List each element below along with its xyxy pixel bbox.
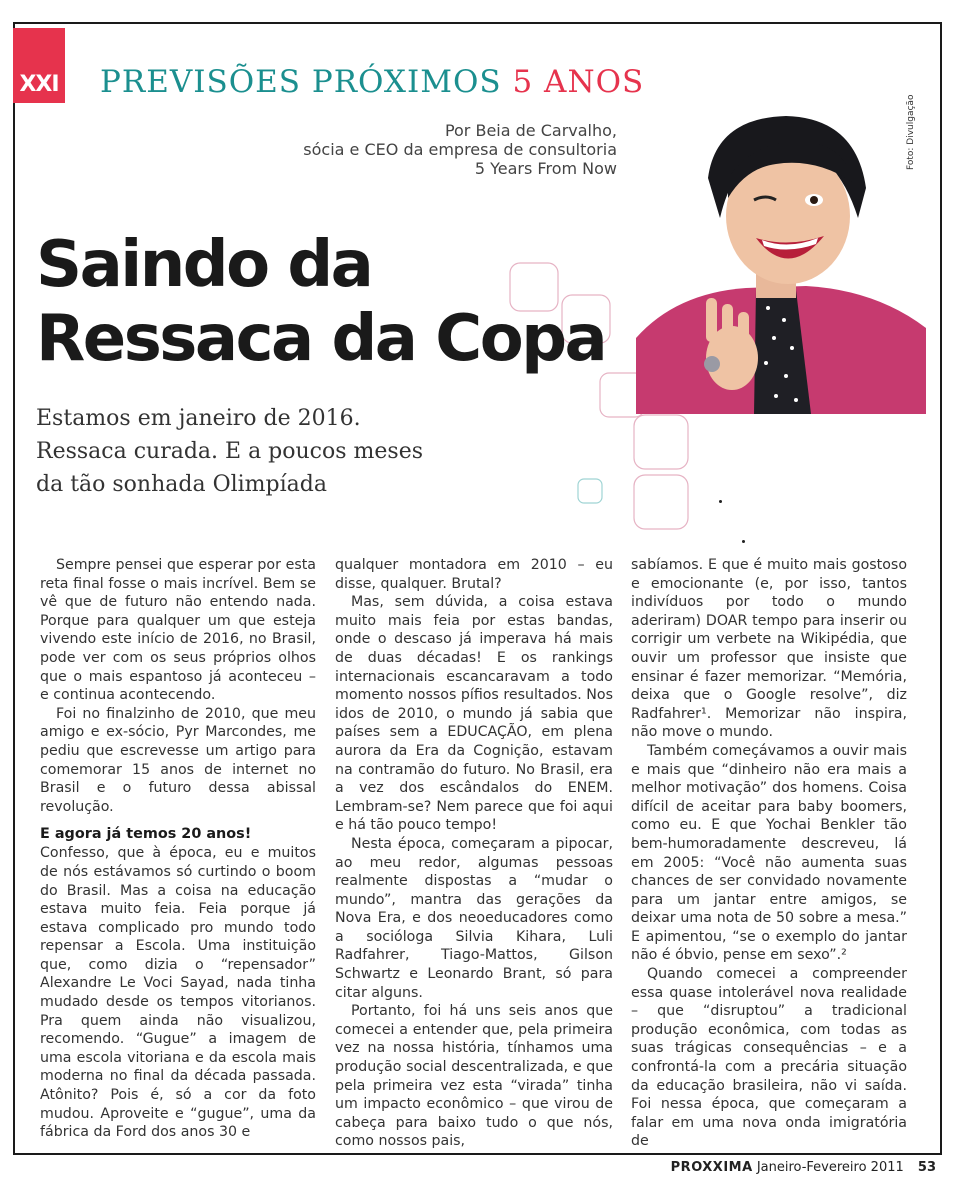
article-column-1 — [40, 556, 316, 1142]
section-title-highlight: 5 ANOS — [512, 64, 645, 100]
byline-line-1: Por Beia de Carvalho, — [444, 121, 617, 140]
headline-line-1: Saindo da — [36, 228, 372, 302]
subheadline-line-2: Ressaca curada. E a poucos meses — [36, 439, 424, 464]
page-footer — [671, 1160, 936, 1175]
section-title — [100, 64, 644, 100]
subheadline-line-3: da tão sonhada Olimpíada — [36, 472, 327, 497]
headline-line-2: Ressaca da Copa — [36, 302, 606, 376]
paragraph: Também começávamos a ouvir mais e mais que “dinheiro não era mais a melhor motivação” dos homens. Coisa difícil de aceitar para baby boomers, como eu. E que Yochai Benkler tão bem-humoradamente descreveu, lá em 2005: “Você não aumenta suas chances de ser convidado novamente para um jantar entre amigos, se deixar uma nota de 50 sobre a mesa.” E apimentou, “se o exemplo do jantar não é óbvio, pense em sexo”.² — [631, 742, 907, 964]
byline — [303, 121, 617, 178]
article-column-2 — [335, 556, 613, 1151]
paragraph: Foi no finalzinho de 2010, que meu amigo e ex-sócio, Pyr Marcondes, me pediu que escrevesse um artigo para comemorar 15 anos de internet no Brasil e o futuro dessa abissal revolução. — [40, 705, 316, 815]
paragraph: Mas, sem dúvida, a coisa estava muito mais feia por estas bandas, onde o descaso já imperava há mais de duas décadas! E os rankings internacionais escancaravam a todo momento nossos pífios resultados. Nos idos de 2010, o mundo já sabia que países sem a EDUCAÇÃO, em plena aurora da Era da Cognição, estavam na contramão do futuro. No Brasil, era a vez dos escândalos do ENEM. Lembram-se? Nem parece que foi aqui e há tão pouco tempo! — [335, 594, 613, 834]
article-column-3 — [631, 556, 907, 1151]
page-number: 53 — [917, 1160, 936, 1175]
author-photo — [636, 108, 926, 414]
byline-line-3: 5 Years From Now — [474, 159, 617, 178]
paragraph: qualquer montadora em 2010 – eu disse, qualquer. Brutal? — [335, 557, 613, 592]
paragraph: Nesta época, começaram a pipocar, ao meu redor, algumas pessoas realmente dispostas a “mudar o mundo”, mantra das gerações da Nova Era, e dos neoeducadores como a socióloga Silvia Kihara, Luli Radfahrer, Tiago-Mattos, Gilson Schwartz e Leonardo Brant, só para citar alguns. — [335, 835, 613, 1001]
paragraph: Sempre pensei que esperar por esta reta final fosse o mais incrível. Bem se vê que de futuro não entendo nada. Porque para qualquer um que esteja vivendo este início de 2016, no Brasil, pode ver com os seus próprios olhos que o mais espantoso já aconteceu – e continua acontecendo. — [40, 557, 316, 704]
byline-line-2: sócia e CEO da empresa de consultoria — [303, 140, 617, 159]
decorative-dot — [742, 540, 745, 543]
section-logo-text: XXI — [19, 72, 59, 97]
headline — [36, 228, 605, 376]
section-title-main: PREVISÕES PRÓXIMOS — [100, 64, 502, 100]
footer-issue: Janeiro-Fevereiro 2011 — [756, 1160, 904, 1175]
footer-brand: PROXXIMA — [670, 1160, 753, 1175]
paragraph: Confesso, que à época, eu e muitos de nós estávamos só curtindo o boom do Brasil. Mas a coisa na educação estava muito feia. Feia porque já estava complicado pro mundo todo repensar a Escola. Uma instituição que, como dizia o “repensador” Alexandre Le Voci Sayad, nada tinha mudado desde os tempos vitorianos. Pra quem ainda não visualizou, recomendo. “Gugue” a imagem de uma escola vitoriana e da escola mais moderna no final da década passada. Atônito? Pois é, só a cor da foto mudou. Aproveite e “gugue”, uma da fábrica da Ford dos anos 30 e — [40, 845, 316, 1141]
section-logo — [13, 28, 65, 103]
photo-credit: Foto: Divulgação — [906, 94, 916, 170]
paragraph: Portanto, foi há uns seis anos que comecei a entender que, pela primeira vez na nossa história, tínhamos uma produção social descentralizada, e que pela primeira vez esta “virada” tinha um impacto econômico – que virou de cabeça para baixo tudo o que nós, como nossos pais, — [335, 1003, 613, 1150]
subheadline-line-1: Estamos em janeiro de 2016. — [36, 406, 361, 431]
paragraph: sabíamos. E que é muito mais gostoso e emocionante (e, por isso, tantos indivíduos por todo o mundo aderiram) DOAR tempo para inserir ou corrigir um verbete na Wikipédia, que ouvir um professor que insiste que ensinar é fazer memorizar. “Memória, deixa que o Google resolve”, diz Radfahrer¹. Memorizar não inspira, não move o mundo. — [631, 557, 907, 741]
article-subheading: E agora já temos 20 anos! — [40, 826, 252, 843]
paragraph: Quando comecei a compreender essa quase intolerável nova realidade – que “disruptou” a tradicional produção econômica, com todas as suas trágicas consequências – e a confrontá-la com a precária situação da educação brasileira, não vi saída. Foi nessa época, que começaram a falar em uma nova onda imigratória de — [631, 966, 907, 1150]
subheadline — [36, 402, 423, 501]
decorative-dot — [719, 500, 722, 503]
